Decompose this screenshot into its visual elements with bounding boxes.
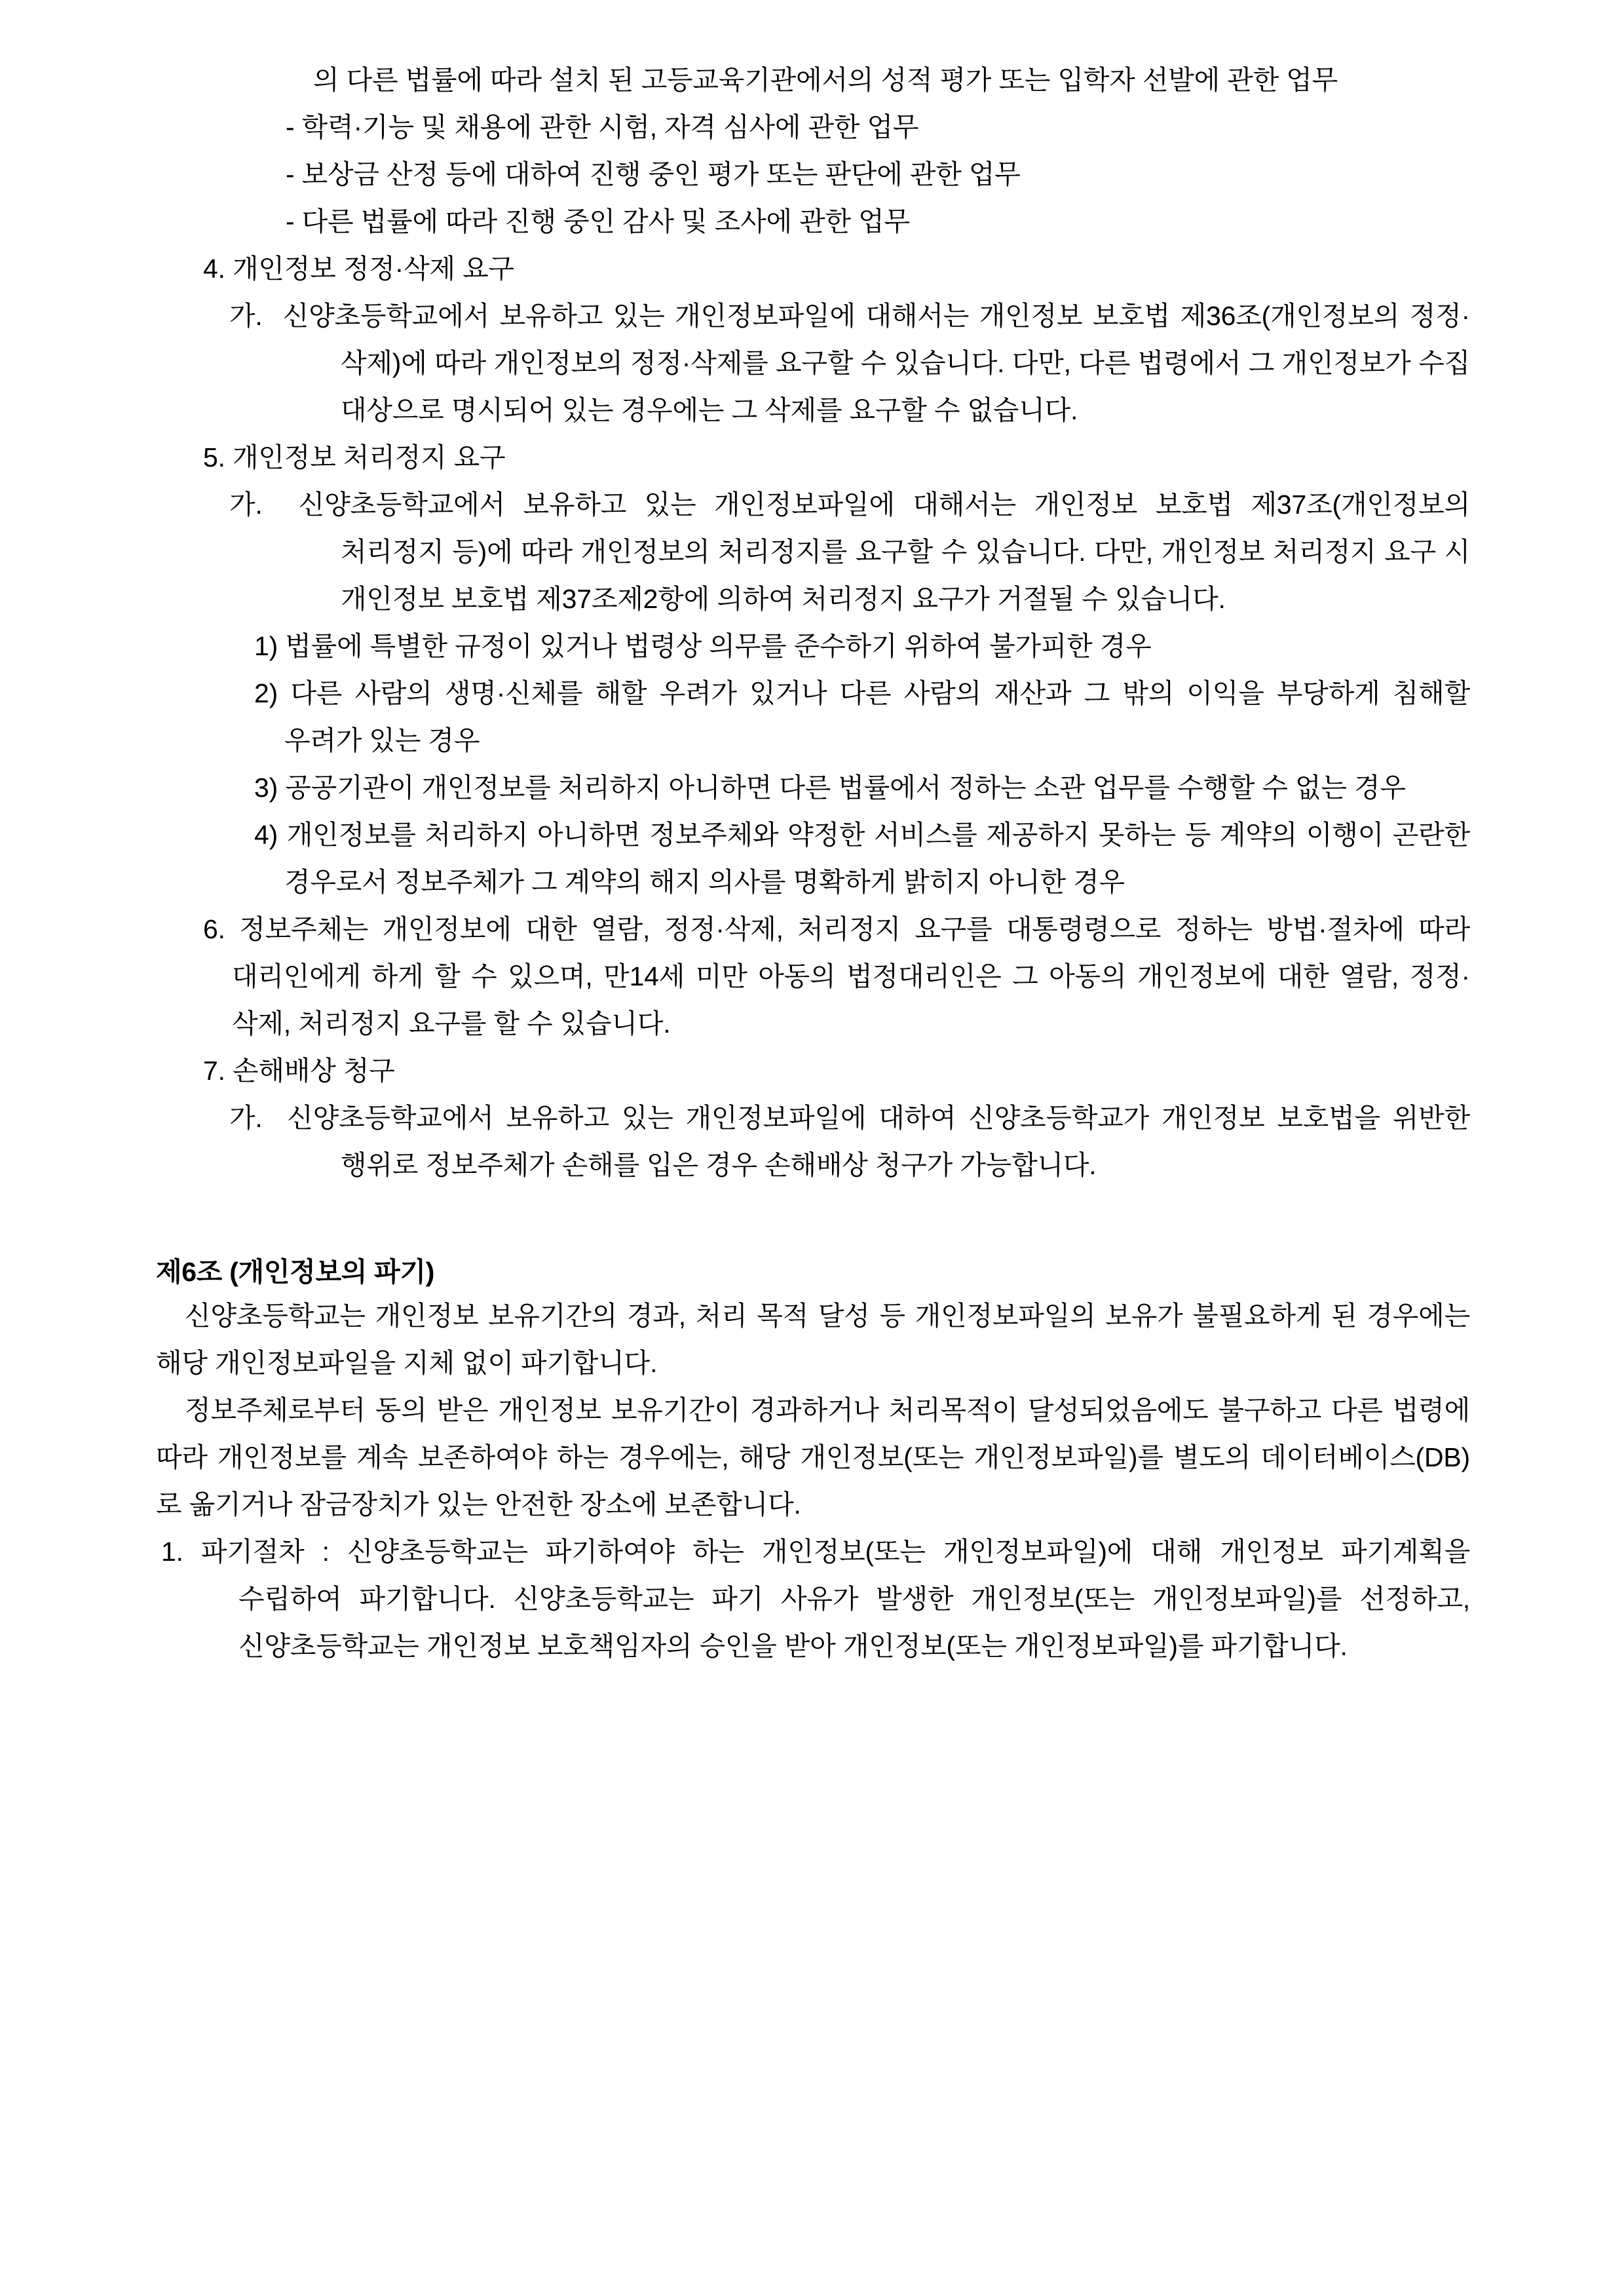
reason-item-2 <box>156 670 1470 764</box>
list-marker-4: 4. <box>203 254 225 284</box>
list-item-6-text: 정보주체는 개인정보에 대한 열람, 정정·삭제, 처리정지 요구를 대통령령으로 정하는 방법·절차에 따라 대리인에게 하게 할 수 있으며, 만14세 미만 아동의 법정대리인은 그 아동의 개인정보에 대한 열람, 정정·삭제, 처리정지 요구를 할 수 있습니다. <box>232 914 1470 1039</box>
reason-text: 개인정보를 처리하지 아니하면 정보주체와 약정한 서비스를 제공하지 못하는 등 계약의 이행이 곤란한 경우로서 정보주체가 그 계약의 해지 의사를 명확하게 밝히지 아니한 경우 <box>284 820 1470 897</box>
article-6-paragraph-1: 신양초등학교는 개인정보 보유기간의 경과, 처리 목적 달성 등 개인정보파일의 보유가 불필요하게 된 경우에는 해당 개인정보파일을 지체 없이 파기합니다. <box>156 1301 1470 1378</box>
list-marker-6: 6. <box>203 914 225 944</box>
list-item-5-title <box>156 434 1470 481</box>
list-marker-5: 5. <box>203 442 225 472</box>
list-item-4-sub-a <box>156 292 1470 434</box>
reason-text: 다른 사람의 생명·신체를 해할 우려가 있거나 다른 사람의 재산과 그 밖의 이익을 부당하게 침해할 우려가 있는 경우 <box>284 678 1470 756</box>
reason-marker: 4) <box>254 820 278 850</box>
list-item-5-sub-a <box>156 481 1470 622</box>
list-item-4-title <box>156 245 1470 292</box>
reason-marker: 3) <box>254 773 278 803</box>
list-item-7-sub-a <box>156 1094 1470 1189</box>
article-6-numbered-item-1 <box>156 1528 1470 1670</box>
reason-item-3 <box>156 764 1470 811</box>
list-marker-7: 7. <box>203 1056 225 1086</box>
sub-marker-ga: 가. <box>229 301 263 331</box>
section-spacer <box>156 1189 1470 1252</box>
carryover-line: 의 다른 법률에 따라 설치 된 고등교육기관에서의 성적 평가 또는 입학자 선발에 관한 업무 <box>313 65 1338 95</box>
sub-text: 신양초등학교에서 보유하고 있는 개인정보파일에 대해서는 개인정보 보호법 제36조(개인정보의 정정·삭제)에 따라 개인정보의 정정·삭제를 요구할 수 있습니다. 다만, 다른 법령에서 그 개인정보가 수집 대상으로 명시되어 있는 경우에는 그 삭제를 요구할 수 없습니다. <box>282 301 1470 425</box>
document-content <box>156 56 1470 1670</box>
sub-marker-ga: 가. <box>229 489 263 520</box>
reason-marker: 1) <box>254 631 278 661</box>
list-item-5-label: 개인정보 처리정지 요구 <box>233 442 506 472</box>
sub-text: 신양초등학교에서 보유하고 있는 개인정보파일에 대해서는 개인정보 보호법 제37조(개인정보의 처리정지 등)에 따라 개인정보의 처리정지를 요구할 수 있습니다. 다만, 개인정보 처리정지 요구 시 개인정보 보호법 제37조제2항에 의하여 처리정지 요구가 거절될 수 있습니다. <box>298 489 1470 614</box>
list-item-7-label: 손해배상 청구 <box>233 1056 395 1086</box>
dash-list-item: - 보상금 산정 등에 대하여 진행 중인 평가 또는 판단에 관한 업무 <box>286 159 1021 189</box>
article-6-paragraph-2: 정보주체로부터 동의 받은 개인정보 보유기간이 경과하거나 처리목적이 달성되었음에도 불구하고 다른 법령에 따라 개인정보를 계속 보존하여야 하는 경우에는, 해당 개인정보(또는 개인정보파일)를 별도의 데이터베이스(DB)로 옮기거나 잠금장치가 있는 안전한 장소에 보존합니다. <box>156 1395 1470 1520</box>
sub-text: 신양초등학교에서 보유하고 있는 개인정보파일에 대하여 신양초등학교가 개인정보 보호법을 위반한 행위로 정보주체가 손해를 입은 경우 손해배상 청구가 가능합니다. <box>287 1103 1470 1180</box>
reason-marker: 2) <box>254 678 278 708</box>
article-6-heading: 제6조 (개인정보의 파기) <box>156 1257 435 1287</box>
reason-text: 공공기관이 개인정보를 처리하지 아니하면 다른 법률에서 정하는 소관 업무를 수행할 수 없는 경우 <box>285 773 1406 803</box>
dash-list-item: - 다른 법률에 따라 진행 중인 감사 및 조사에 관한 업무 <box>286 206 910 237</box>
reason-text: 법률에 특별한 규정이 있거나 법령상 의무를 준수하기 위하여 불가피한 경우 <box>285 631 1152 661</box>
numbered-text: 파기절차 : 신양초등학교는 파기하여야 하는 개인정보(또는 개인정보파일)에 대해 개인정보 파기계획을 수립하여 파기합니다. 신양초등학교는 파기 사유가 발생한 개인정보(또는 개인정보파일)를 선정하고, 신양초등학교는 개인정보 보호책임자의 승인을 받아 개인정보(또는 개인정보파일)를 파기합니다. <box>200 1537 1470 1661</box>
list-item-7-title <box>156 1047 1470 1094</box>
sub-marker-ga: 가. <box>229 1103 263 1133</box>
dash-list-item: - 학력·기능 및 채용에 관한 시험, 자격 심사에 관한 업무 <box>286 112 919 142</box>
list-item-4-label: 개인정보 정정·삭제 요구 <box>233 254 514 284</box>
reason-item-4 <box>156 811 1470 906</box>
list-item-6 <box>156 906 1470 1047</box>
numbered-marker: 1. <box>161 1537 183 1567</box>
reason-item-1 <box>156 622 1470 670</box>
